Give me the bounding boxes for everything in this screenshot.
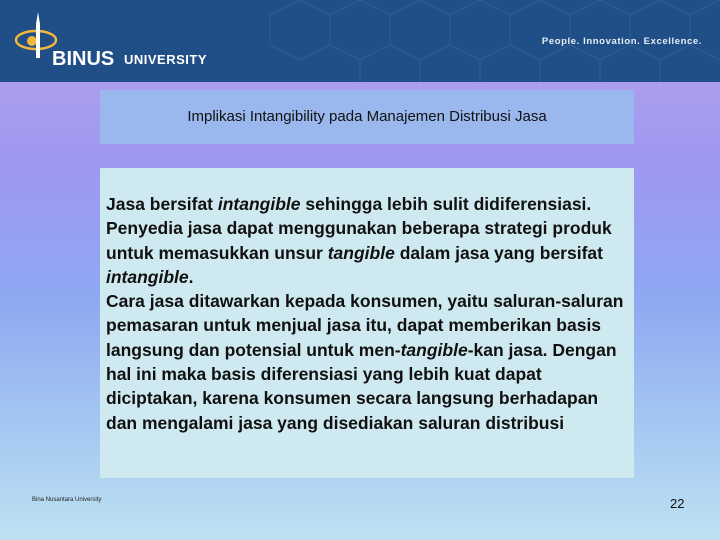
header-tagline: People. Innovation. Excellence. <box>541 36 702 47</box>
content-text <box>106 192 630 435</box>
paragraph-1 <box>106 192 630 289</box>
content-box <box>100 168 634 478</box>
p2-italic-a: tangible <box>400 339 468 360</box>
footer-institution: Bina Nusantara University <box>32 497 102 503</box>
p1-italic-c: intangible <box>106 266 189 287</box>
page-number: 22 <box>670 496 685 511</box>
paragraph-2 <box>106 289 630 435</box>
p2-text-b: -kan jasa. Dengan hal ini maka basis diferensiasi yang lebih kuat dapat diciptakan, karena konsumen secara langsung berhadapan dan mengalami jasa yang disediakan saluran distribusi <box>106 339 617 433</box>
p1-italic-a: intangible <box>217 194 301 214</box>
header-bar <box>0 0 720 82</box>
p1-text-a: Jasa bersifat <box>106 194 218 214</box>
p2-text-a: Cara jasa ditawarkan kepada konsumen, yaitu saluran-saluran pemasaran untuk menjual jasa itu, dapat memberikan basis langsung dan potensial untuk men- <box>106 291 624 360</box>
slide-title: Implikasi Intangibility pada Manajemen Distribusi Jasa <box>187 108 547 125</box>
logo-wordmark: BINUS <box>52 48 115 70</box>
binus-logo[interactable] <box>14 10 214 76</box>
p1-italic-b: tangible <box>327 242 395 263</box>
logo-subtitle: UNIVERSITY <box>124 52 208 67</box>
p1-text-c: dalam jasa yang bersifat <box>394 242 603 263</box>
p1-text-d: . <box>188 266 194 287</box>
p1-text-b: sehingga lebih sulit didiferensiasi. Penyedia jasa dapat menggunakan beberapa strategi produk untuk memasukkan unsur <box>106 194 612 263</box>
slide-title-box <box>100 90 634 144</box>
